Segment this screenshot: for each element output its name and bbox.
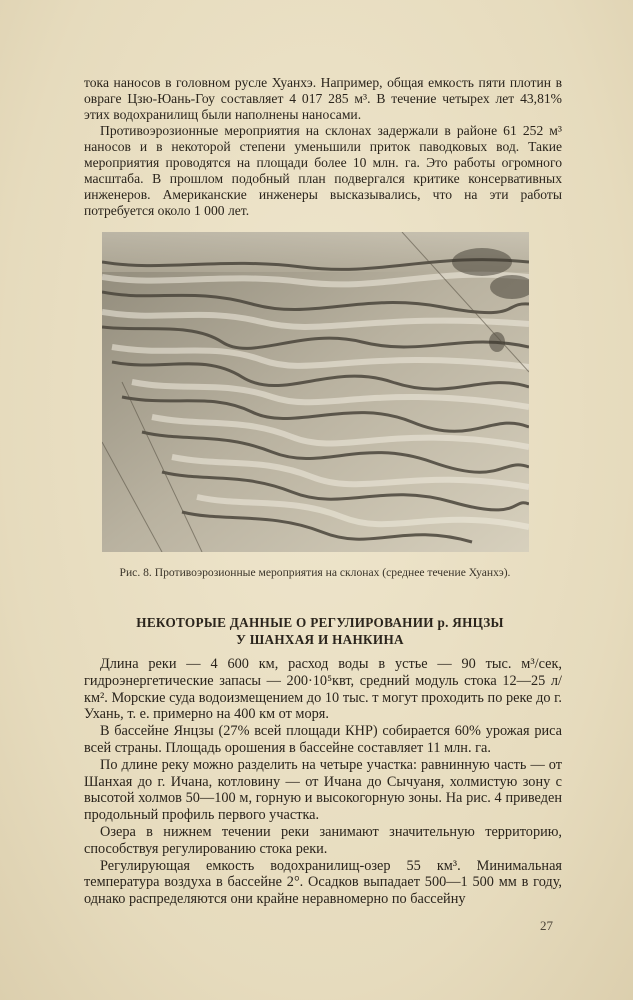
section-paragraph-1: Длина реки — 4 600 км, расход воды в устье — 90 тыс. м³/сек, гидроэнергетические запасы — 200·10⁵квт, средний модуль стока 12—25 л/км². Морские суда водоизмещением до 10 тыс. т могут проходить по реке до г. Ухань, т. е. примерно на 400 км от моря. <box>84 656 562 723</box>
page-number: 27 <box>540 918 553 933</box>
section-paragraph-4: Озера в нижнем течении реки занимают значительную территорию, способствуя регулированию стока реки. <box>84 823 562 857</box>
figure-caption: Рис. 8. Противоэрозионные мероприятия на склонах (среднее течение Хуанхэ). <box>119 566 511 579</box>
paragraph-2: Противоэрозионные мероприятия на склонах задержали в районе 61 252 м³ наносов и в некоторой степени уменьшили приток паводковых вод. Такие мероприятия проводятся на площади более 10 млн. га. Это работы огромного масштаба. В прошлом подобный план подвергался критике консервативных инженеров. Американские инженеры высказывались, что на эти работы потребуется около 1 000 лет. <box>84 123 562 218</box>
section-paragraph-5: Регулирующая емкость водохранилищ-озер 55 км³. Минимальная температура воздуха в бассейне 2°. Осадков выпадает 500—1 500 мм в году, однако распределяются они крайне неравномерно по бассейну <box>84 857 562 908</box>
section-title-line-1: НЕКОТОРЫЕ ДАННЫЕ О РЕГУЛИРОВАНИИ р. ЯНЦЗЫ <box>136 615 504 630</box>
terraced-slopes-photo <box>102 232 529 552</box>
section-title-line-2: У ШАНХАЯ И НАНКИНА <box>236 632 404 647</box>
paragraph-1: тока наносов в головном русле Хуанхэ. Например, общая емкость пяти плотин в овраге Цзю-Юань-Гоу составляет 4 017 285 м³. В течение четырех лет 43,81% этих водохранилищ были наполнены наносами. <box>84 75 562 122</box>
section-title <box>100 614 540 648</box>
top-text <box>84 75 562 219</box>
section-paragraph-3: По длине реку можно разделить на четыре участка: равнинную часть — от Шанхая до г. Ичана, котловину — от Ичана до Сычуаня, холмистую зону с высотой холмов 50—100 м, горную и высокогорную зоны. На рис. 4 приведен продольный профиль первого участка. <box>84 756 562 824</box>
section-body <box>84 656 562 908</box>
section-paragraph-2: В бассейне Янцзы (27% всей площади КНР) собирается 60% урожая риса всей страны. Площадь орошения в бассейне составляет 11 млн. га. <box>84 723 562 756</box>
terraces-illustration <box>102 232 529 552</box>
